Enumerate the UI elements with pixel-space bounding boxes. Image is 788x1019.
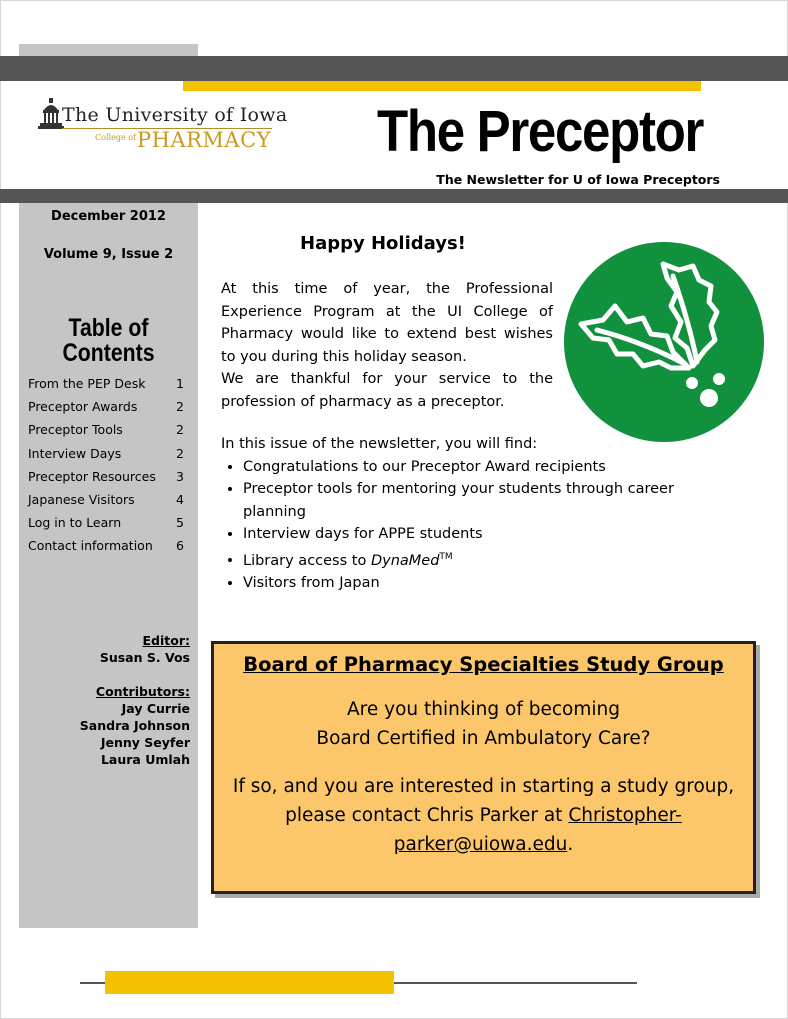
toc-item[interactable]: [28, 469, 188, 492]
logo-college-of: College of: [95, 133, 136, 142]
editor-name: Susan S. Vos: [99, 650, 190, 665]
list-item: • Interview days for APPE students: [243, 523, 691, 546]
toc-item-label: Interview Days: [28, 445, 122, 461]
dynamed-name: DynaMed: [370, 552, 440, 569]
toc-item[interactable]: [28, 422, 188, 445]
issue-contents: [221, 433, 691, 594]
trademark: TM: [439, 551, 453, 562]
issue-date: December 2012: [51, 209, 166, 224]
toc-item-page: 6: [176, 538, 184, 554]
question-line: Are you thinking of becoming: [347, 699, 620, 720]
toc-item[interactable]: [28, 492, 188, 515]
toc-item-label: Log in to Learn: [28, 515, 122, 531]
toc-item-label: Preceptor Awards: [28, 399, 138, 415]
question-line: Board Certified in Ambulatory Care?: [316, 728, 651, 749]
toc-item-page: 2: [176, 445, 184, 461]
toc-item-page: 2: [176, 399, 184, 415]
contributor-name: Jenny Seyfer: [100, 735, 190, 750]
study-group-title: Board of Pharmacy Specialties Study Group: [243, 653, 724, 676]
intro-paragraph: At this time of year, the Professional Experience Program at the UI College of Pharmacy would like to extend best wishes to you during this holiday season.: [221, 281, 553, 365]
contributor-name: Laura Umlah: [100, 752, 190, 767]
logo-university-name: The University of Iowa: [62, 104, 288, 126]
newsletter-title: The Preceptor: [376, 99, 704, 164]
toc-item-label: Preceptor Tools: [28, 422, 123, 438]
toc-heading: [32, 316, 184, 366]
list-item: [243, 546, 691, 572]
credits: [28, 632, 190, 768]
issue-volume: Volume 9, Issue 2: [43, 247, 174, 262]
study-group-box: [211, 641, 756, 894]
toc-item-page: 5: [176, 515, 184, 531]
capitol-icon: [38, 98, 64, 132]
intro-paragraph: We are thankful for your service to the profession of pharmacy as a preceptor.: [221, 371, 553, 410]
footer-yellow-bar: [105, 971, 394, 994]
toc-item-page: 2: [176, 422, 184, 438]
contributors-label: Contributors:: [95, 684, 190, 699]
issue-contents-list: [221, 456, 691, 595]
contributor-name: Sandra Johnson: [79, 718, 190, 733]
header-bottom-bar: [0, 189, 788, 203]
article-heading: Happy Holidays!: [300, 233, 466, 254]
toc-item-page: 3: [176, 468, 184, 484]
toc-item[interactable]: [28, 515, 188, 538]
toc-heading-line2: Contents: [62, 339, 155, 367]
issue-contents-intro: In this issue of the newsletter, you will find:: [221, 436, 538, 452]
list-item: • Preceptor tools for mentoring your students through career planning: [243, 478, 691, 523]
contributor-name: Jay Currie: [121, 701, 190, 716]
logo-pharmacy: PHARMACY: [137, 128, 272, 152]
list-item: • Congratulations to our Preceptor Award recipients: [243, 456, 691, 479]
toc-item[interactable]: [28, 376, 188, 399]
study-group-question: [214, 695, 753, 753]
toc-item[interactable]: [28, 538, 188, 561]
top-gray-bar: [0, 56, 788, 81]
toc-heading-line1: Table of: [68, 314, 149, 342]
list-item-text: Library access to: [243, 552, 371, 569]
toc-item-label: Japanese Visitors: [28, 491, 135, 507]
toc-item-page: 1: [176, 376, 184, 391]
list-item: • Visitors from Japan: [243, 572, 691, 595]
toc-item-page: 4: [176, 491, 184, 507]
study-group-contact: [214, 772, 753, 859]
table-of-contents: [28, 376, 188, 562]
top-yellow-bar: [183, 81, 701, 91]
contact-text: If so, and you are interested in starting a study group, please contact Chris Parker at: [232, 776, 735, 826]
toc-item[interactable]: [28, 399, 188, 422]
holly-icon: [563, 242, 765, 442]
toc-item-label: Preceptor Resources: [28, 468, 156, 484]
toc-item[interactable]: [28, 446, 188, 469]
intro-text: [221, 278, 553, 413]
contact-email-link[interactable]: Christopher-parker@uiowa.edu: [393, 805, 682, 855]
contact-end: .: [567, 834, 574, 855]
editor-label: Editor:: [142, 633, 190, 648]
toc-item-label: Contact information: [28, 538, 153, 554]
toc-item-label: From the PEP Desk: [28, 376, 146, 391]
newsletter-subtitle: The Newsletter for U of Iowa Preceptors: [436, 172, 720, 187]
